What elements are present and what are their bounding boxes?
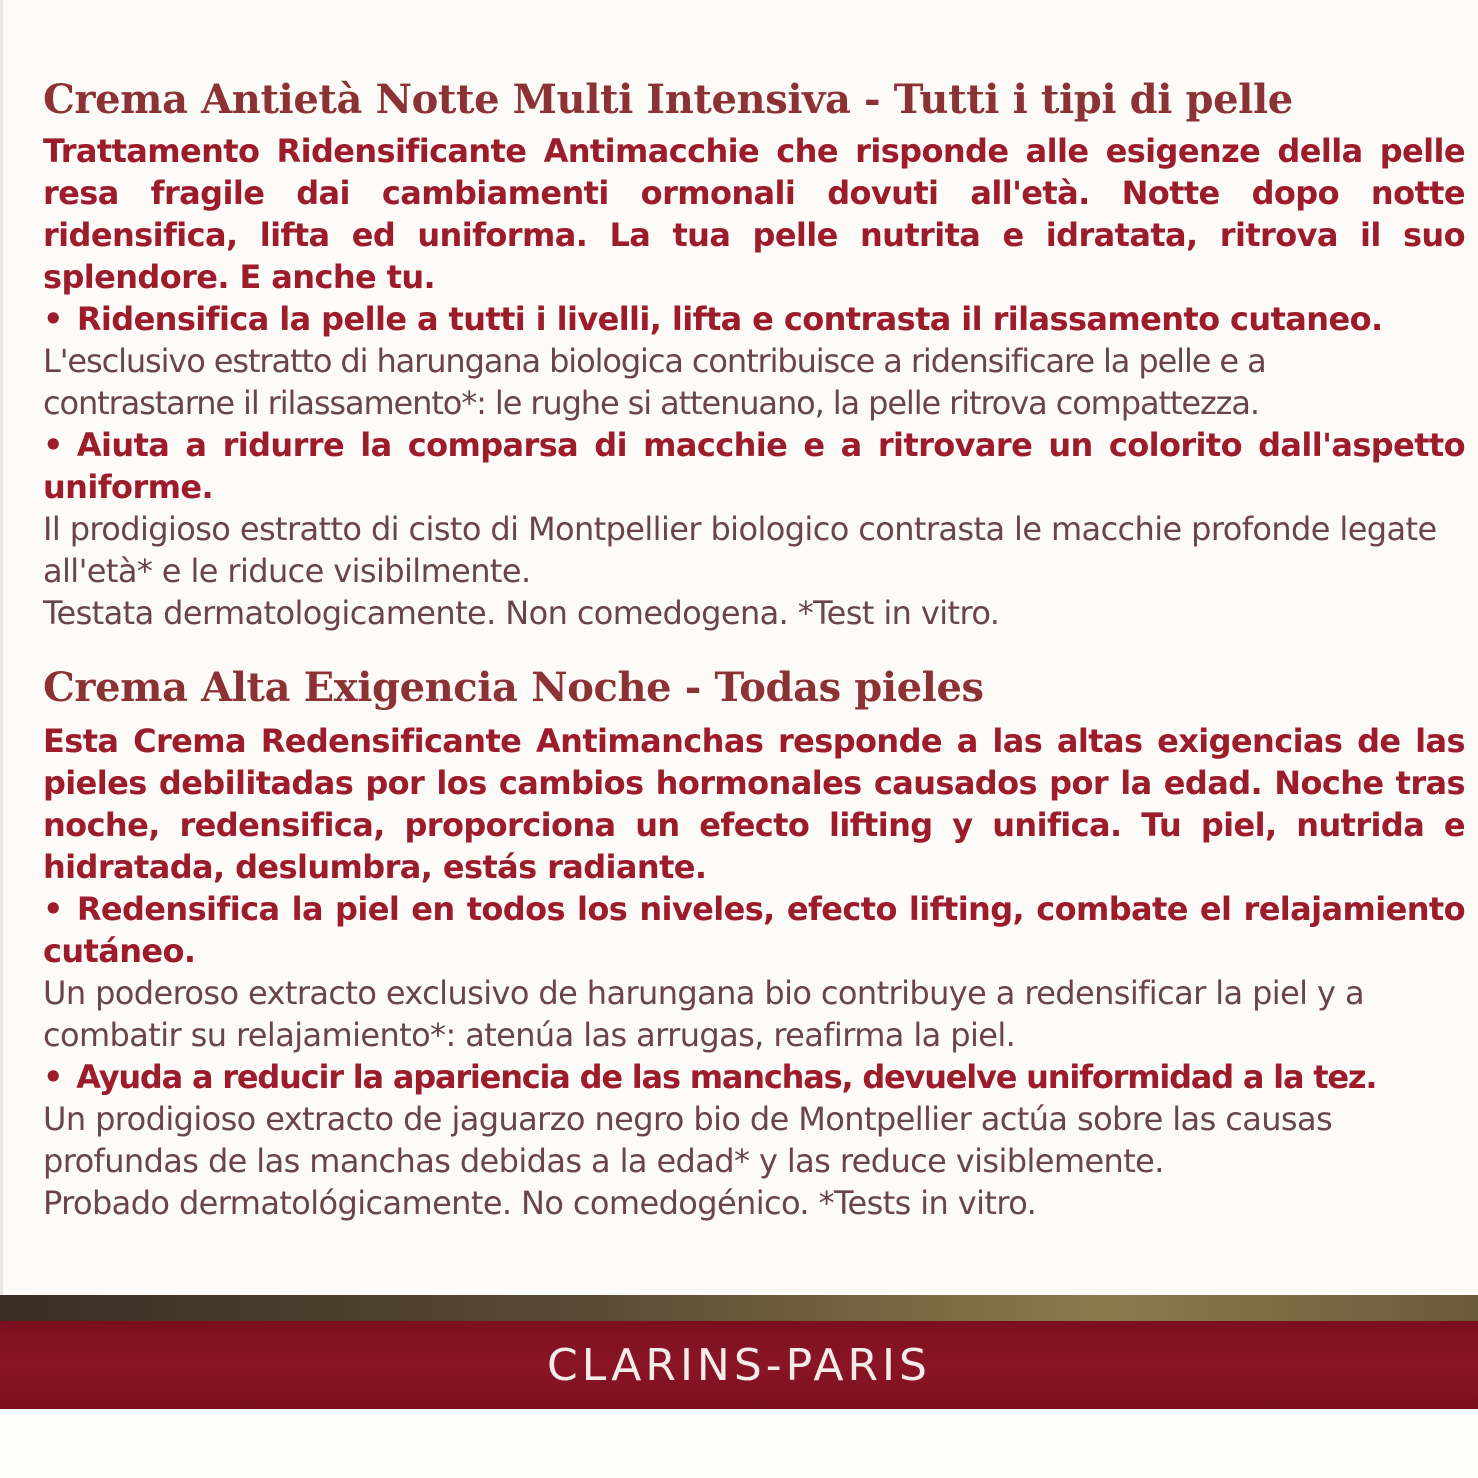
- bullet-icon: •: [43, 426, 63, 464]
- spanish-section: [43, 660, 1465, 1224]
- italian-intro: Trattamento Ridensificante Antimacchie che risponde alle esigenze della pelle resa fragile dai cambiamenti ormonali dovuti all'età. Notte dopo notte ridensifica, lifta ed uniforma. La tua pelle nutrita e idratata, ritrova il suo splendore. E anche tu.: [43, 132, 1465, 296]
- spanish-bullet-2-text: Ayuda a reducir la apariencia de las manchas, devuelve uniformidad a la tez.: [76, 1058, 1377, 1096]
- spanish-footer-note: Probado dermatológicamente. No comedogénico. *Tests in vitro.: [43, 1184, 1037, 1222]
- italian-bullet-2-title: [43, 424, 1465, 508]
- italian-bullet-1-body: L'esclusivo estratto di harungana biologica contribuisce a ridensificare la pelle e a contrastarne il rilassamento*: le rughe si attenuano, la pelle ritrova compattezza.: [43, 342, 1266, 422]
- spanish-bullet-1-title: [43, 888, 1465, 972]
- spanish-bullet-2-title: [43, 1056, 1465, 1098]
- bullet-icon: •: [43, 300, 63, 338]
- brand-band: [0, 1321, 1478, 1409]
- spanish-bullet-1-body: Un poderoso extracto exclusivo de harungana bio contribuye a redensificar la piel y a combatir su relajamiento*: atenúa las arrugas, reafirma la piel.: [43, 974, 1364, 1054]
- gold-border-strip: [0, 1295, 1478, 1321]
- spanish-title: Crema Alta Exigencia Noche - Todas pieles: [43, 664, 984, 711]
- bottom-margin: [0, 1409, 1478, 1478]
- bullet-icon: •: [43, 1058, 63, 1096]
- italian-bullet-1-title: [43, 298, 1465, 340]
- spanish-bullet-1-text: Redensifica la piel en todos los niveles, efecto lifting, combate el relajamiento cutáneo.: [43, 890, 1465, 970]
- italian-section: [43, 72, 1465, 634]
- spanish-bullet-2-body: Un prodigioso extracto de jaguarzo negro bio de Montpellier actúa sobre las causas profundas de las manchas debidas a la edad* y las reduce visiblemente.: [43, 1100, 1333, 1180]
- italian-title: Crema Antietà Notte Multi Intensiva - Tutti i tipi di pelle: [43, 76, 1293, 123]
- italian-bullet-2-text: Aiuta a ridurre la comparsa di macchie e a ritrovare un colorito dall'aspetto uniforme.: [43, 426, 1465, 506]
- italian-bullet-2-body: Il prodigioso estratto di cisto di Montpellier biologico contrasta le macchie profonde legate all'età* e le riduce visibilmente.: [43, 510, 1437, 590]
- bullet-icon: •: [43, 890, 63, 928]
- italian-bullet-1-text: Ridensifica la pelle a tutti i livelli, lifta e contrasta il rilassamento cutaneo.: [76, 300, 1383, 338]
- spanish-intro: Esta Crema Redensificante Antimanchas responde a las altas exigencias de las pieles debilitadas por los cambios hormonales causados por la edad. Noche tras noche, redensifica, proporciona un efecto lifting y unifica. Tu piel, nutrida e hidratada, deslumbra, estás radiante.: [43, 722, 1465, 886]
- italian-footer-note: Testata dermatologicamente. Non comedogena. *Test in vitro.: [43, 594, 1000, 632]
- brand-logo-text: CLARINS-PARIS: [547, 1339, 931, 1391]
